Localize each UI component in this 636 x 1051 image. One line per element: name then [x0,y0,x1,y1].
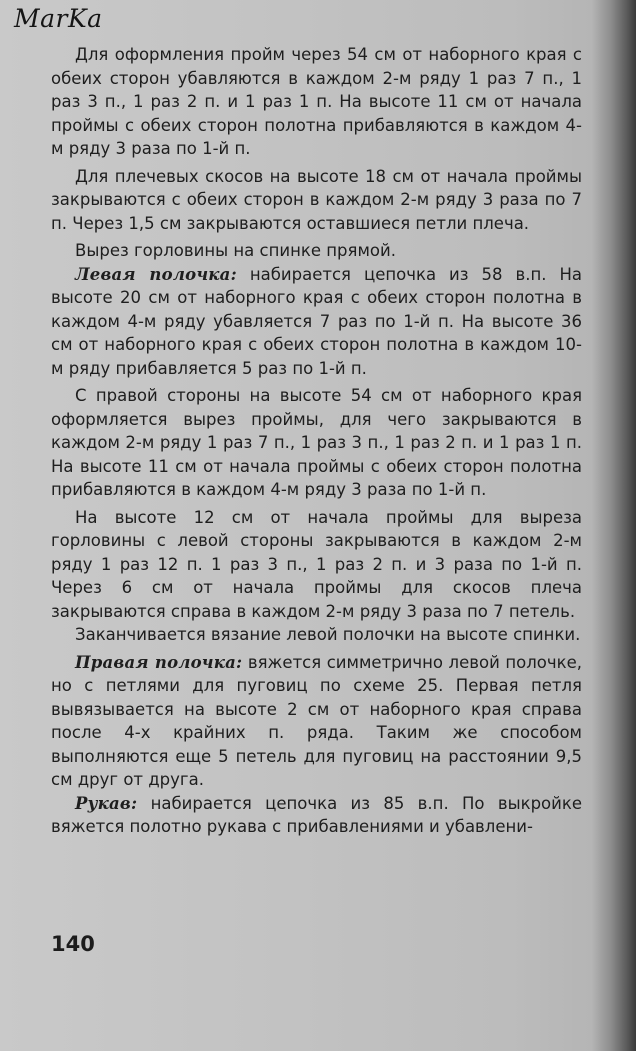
paragraph-text: С правой стороны на высоте 54 см от наборного края оформляется вырез проймы, для чего закрываются в каждом 2-м ряду 1 раз 7 п., 1 раз 3 п., 1 раз 2 п. и 1 раз 1 п. На высоте 11 см от начала проймы с обеих сторон полотна прибавляются в каждом 4-м ряду 3 раза по 1-й п. [51,386,582,499]
paragraph-text: Для плечевых скосов на высоте 18 см от начала проймы закрываются с обеих сторон в каждом 2-м ряду 3 раза по 7 п. Через 1,5 см закрываются оставшиеся петли плеча. [51,166,582,233]
paragraph [51,506,582,624]
paragraph-text: На высоте 12 см от начала проймы для выреза горловины с левой стороны закрываются в каждом 2-м ряду 1 раз 12 п. 1 раз 3 п., 1 раз 2 п. и 3 раза по 1-й п. Через 6 см от начала проймы для скосов плеча закрываются справа в каждом 2-м ряду 3 раза по 7 петель. [51,507,582,621]
paragraph-text: Заканчивается вязание левой полочки на высоте спинки. [75,625,581,644]
paragraph [51,165,582,236]
paragraph [51,384,582,502]
section-heading-right-front: Правая полочка: [75,652,243,672]
paragraph [51,239,582,263]
paragraph-text: Для оформления пройм через 54 см от наборного края с обеих сторон убавляются в каждом 2-м ряду 1 раз 7 п., 1 раз 3 п., 1 раз 2 п. и 1 раз 1 п. На высоте 11 см от начала проймы с обеих сторон полотна прибавляются в каждом 4-м ряду 3 раза по 1-й п. [51,45,582,158]
watermark: MarKa [14,4,103,33]
page-number: 140 [51,932,95,956]
paragraph [51,623,582,647]
section-heading-left-front: Левая полочка: [75,264,237,284]
section-heading-sleeve: Рукав: [75,793,138,813]
paragraph [51,43,582,161]
paragraph [51,263,582,381]
body-text [51,43,582,839]
paragraph [51,792,582,839]
paragraph-text: набирается цепочка из 58 в.п. На высоте 20 см от наборного края с обеих сторон полотна в каждом 4-м ряду убавляется 7 раз по 1-й п. На высоте 36 см от наборного края с обеих сторон полотна в каждом 10-м ряду прибавляется 5 раз по 1-й п. [51,264,582,378]
paragraph-text: набирается цепочка из 85 в.п. По выкройке вяжется полотно рукава с прибавлениями и убавлени- [51,793,582,836]
paragraph [51,651,582,792]
paragraph-text: вяжется симметрично левой полочке, но с петлями для пуговиц по схеме 25. Первая петля вывязывается на высоте 2 см от наборного края справа после 4-х крайних п. ряда. Таким же способом выполняются еще 5 петель для пуговиц на расстоянии 9,5 см друг от друга. [51,652,582,789]
paragraph-text: Вырез горловины на спинке прямой. [75,241,396,260]
